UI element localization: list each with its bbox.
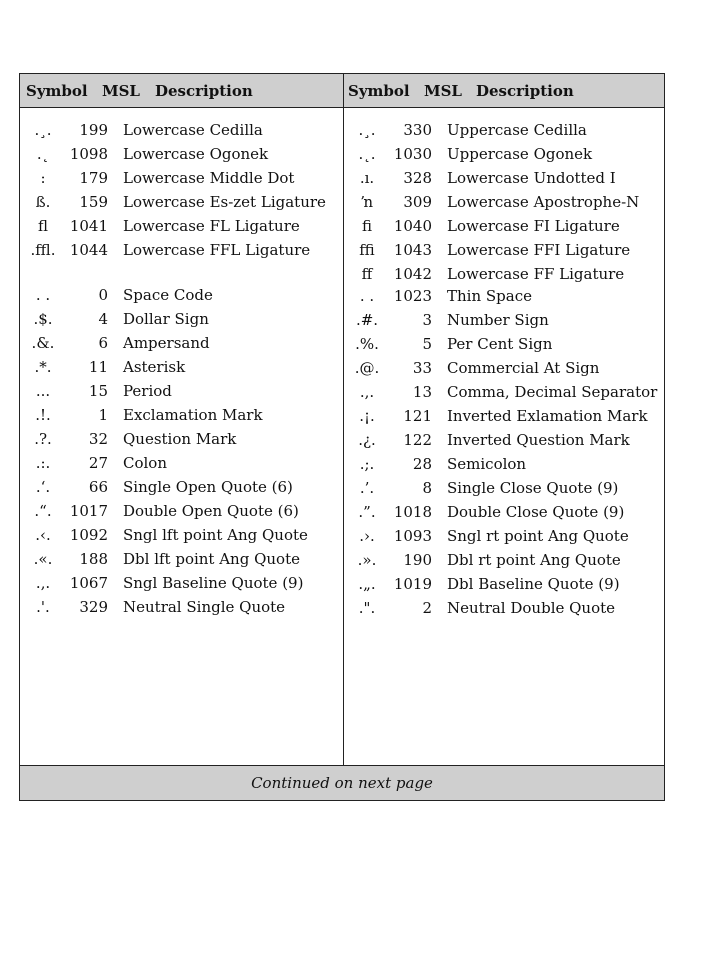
msl-code: 1067	[69, 574, 108, 592]
symbol-glyph: .’.	[359, 479, 375, 497]
symbol-glyph: .!.	[35, 406, 51, 424]
table-row	[352, 217, 662, 239]
symbol-description: Sngl rt point Ang Quote	[447, 527, 629, 545]
msl-code: 2	[422, 599, 432, 617]
table-row	[28, 598, 338, 620]
symbol-description: Dbl Baseline Quote (9)	[447, 575, 620, 593]
header-description-right: Description	[476, 82, 574, 100]
symbol-table	[19, 73, 665, 801]
table-row	[352, 265, 662, 287]
msl-code: 1092	[69, 526, 108, 544]
table-footer	[20, 765, 664, 800]
symbol-description: Lowercase Cedilla	[123, 121, 263, 139]
msl-code: 1023	[393, 287, 432, 305]
table-row	[352, 479, 662, 501]
msl-code: 15	[88, 382, 108, 400]
msl-code: 188	[79, 550, 108, 568]
msl-code: 1044	[69, 241, 108, 259]
table-row	[28, 310, 338, 332]
table-row	[352, 359, 662, 381]
symbol-description: Lowercase Undotted I	[447, 169, 616, 187]
table-row	[28, 217, 338, 239]
table-row	[28, 502, 338, 524]
symbol-description: Space Code	[123, 286, 213, 304]
table-row	[28, 358, 338, 380]
table-row	[28, 454, 338, 476]
symbol-description: Single Close Quote (9)	[447, 479, 619, 497]
symbol-glyph: .¡.	[359, 407, 375, 425]
symbol-description: Thin Space	[447, 287, 532, 305]
msl-code: 159	[79, 193, 108, 211]
symbol-glyph: .*.	[34, 358, 52, 376]
symbol-description: Number Sign	[447, 311, 549, 329]
symbol-description: Single Open Quote (6)	[123, 478, 293, 496]
table-row	[28, 382, 338, 404]
msl-code: 1019	[393, 575, 432, 593]
table-header	[20, 74, 664, 108]
table-row	[352, 431, 662, 453]
symbol-description: Sngl lft point Ang Quote	[123, 526, 308, 544]
msl-code: 0	[98, 286, 108, 304]
msl-code: 121	[403, 407, 432, 425]
msl-code: 11	[88, 358, 108, 376]
symbol-description: Semicolon	[447, 455, 527, 473]
symbol-description: Question Mark	[123, 430, 237, 448]
symbol-description: Lowercase FI Ligature	[447, 217, 620, 235]
symbol-glyph: ﬂ	[37, 217, 48, 235]
msl-code: 32	[88, 430, 108, 448]
symbol-glyph: .”.	[358, 503, 376, 521]
table-row	[28, 430, 338, 452]
table-row	[352, 551, 662, 573]
table-row	[352, 599, 662, 621]
symbol-glyph: .‘.	[35, 478, 51, 496]
msl-code: 13	[412, 383, 432, 401]
symbol-description: Lowercase FL Ligature	[123, 217, 300, 235]
column-divider	[343, 74, 344, 767]
symbol-description: Per Cent Sign	[447, 335, 553, 353]
msl-code: 3	[422, 311, 432, 329]
symbol-glyph: .$.	[33, 310, 53, 328]
symbol-description: Neutral Double Quote	[447, 599, 616, 617]
symbol-description: Dbl rt point Ang Quote	[447, 551, 621, 569]
table-row	[28, 550, 338, 572]
symbol-glyph: .@.	[354, 359, 380, 377]
symbol-description: Inverted Question Mark	[447, 431, 630, 449]
symbol-description: Period	[123, 382, 172, 400]
symbol-description: Ampersand	[123, 334, 210, 352]
table-row	[352, 455, 662, 477]
table-row	[352, 121, 662, 143]
table-row	[28, 478, 338, 500]
msl-code: 329	[79, 598, 108, 616]
msl-code: 4	[98, 310, 108, 328]
table-row	[352, 335, 662, 357]
symbol-description: Lowercase Apostrophe-N	[447, 193, 640, 211]
table-row	[28, 286, 338, 308]
header-msl-right: MSL	[424, 82, 462, 100]
symbol-description: Lowercase FFI Ligature	[447, 241, 631, 259]
symbol-glyph: ...	[35, 382, 51, 400]
symbol-glyph: .‹.	[35, 526, 51, 544]
table-row	[352, 503, 662, 525]
symbol-description: Dbl lft point Ang Quote	[123, 550, 300, 568]
symbol-glyph: .¸.	[358, 121, 376, 139]
symbol-description: Lowercase Es-zet Ligature	[123, 193, 326, 211]
table-row	[352, 383, 662, 405]
symbol-description: Lowercase Ogonek	[123, 145, 269, 163]
msl-code: 1098	[69, 145, 108, 163]
symbol-description: Exclamation Mark	[123, 406, 263, 424]
symbol-glyph: .“.	[34, 502, 52, 520]
symbol-glyph: ﬁ	[361, 217, 372, 235]
msl-code: 1	[98, 406, 108, 424]
symbol-glyph: .¸.	[34, 121, 52, 139]
symbol-glyph: ß.	[35, 193, 51, 211]
header-symbol-right: Symbol	[348, 82, 410, 100]
table-row	[28, 145, 338, 167]
msl-code: 27	[88, 454, 108, 472]
symbol-description: Lowercase FF Ligature	[447, 265, 625, 283]
table-row	[352, 311, 662, 333]
msl-code: 5	[422, 335, 432, 353]
symbol-glyph: .;.	[359, 455, 375, 473]
msl-code: 122	[403, 431, 432, 449]
symbol-glyph: .?.	[34, 430, 52, 448]
msl-code: 1040	[393, 217, 432, 235]
msl-code: 1017	[69, 502, 108, 520]
symbol-glyph: .".	[358, 599, 376, 617]
symbol-description: Colon	[123, 454, 167, 472]
symbol-glyph: .,.	[359, 383, 375, 401]
table-row	[352, 169, 662, 191]
header-description-left: Description	[155, 82, 253, 100]
symbol-description: Double Open Quote (6)	[123, 502, 299, 520]
symbol-glyph: .%.	[355, 335, 379, 353]
msl-code: 1043	[393, 241, 432, 259]
msl-code: 6	[98, 334, 108, 352]
table-row	[352, 287, 662, 309]
symbol-description: Uppercase Cedilla	[447, 121, 587, 139]
msl-code: 1093	[393, 527, 432, 545]
table-row	[352, 575, 662, 597]
table-row	[352, 241, 662, 263]
table-row	[28, 121, 338, 143]
symbol-description: Lowercase FFL Ligature	[123, 241, 311, 259]
symbol-description: Commercial At Sign	[447, 359, 600, 377]
msl-code: 8	[422, 479, 432, 497]
symbol-glyph: ﬃ	[359, 241, 375, 259]
msl-code: 190	[403, 551, 432, 569]
table-row	[28, 406, 338, 428]
table-row	[352, 407, 662, 429]
msl-code: 309	[403, 193, 432, 211]
msl-code: 28	[412, 455, 432, 473]
symbol-description: Dollar Sign	[123, 310, 209, 328]
symbol-glyph: .'.	[36, 598, 50, 616]
msl-code: 330	[403, 121, 432, 139]
symbol-glyph: ﬀ	[361, 265, 373, 283]
symbol-glyph: :	[40, 169, 46, 187]
symbol-glyph: .ı.	[359, 169, 375, 187]
symbol-glyph: .›.	[359, 527, 375, 545]
table-row	[28, 334, 338, 356]
symbol-description: Double Close Quote (9)	[447, 503, 625, 521]
msl-code: 33	[412, 359, 432, 377]
table-row	[28, 526, 338, 548]
table-row	[28, 241, 338, 263]
symbol-description: Comma, Decimal Separator	[447, 383, 658, 401]
table-row	[28, 193, 338, 215]
table-row	[352, 145, 662, 167]
symbol-glyph: .:.	[35, 454, 51, 472]
msl-code: 66	[88, 478, 108, 496]
symbol-description: Inverted Exlamation Mark	[447, 407, 648, 425]
symbol-glyph: .».	[357, 551, 377, 569]
symbol-glyph: .#.	[355, 311, 379, 329]
table-row	[352, 193, 662, 215]
symbol-description: Neutral Single Quote	[123, 598, 286, 616]
msl-code: 1030	[393, 145, 432, 163]
symbol-glyph: .¿.	[358, 431, 376, 449]
msl-code: 1042	[393, 265, 432, 283]
symbol-glyph: .«.	[33, 550, 53, 568]
symbol-glyph: .ﬄ.	[30, 241, 56, 259]
continued-note: Continued on next page	[251, 774, 433, 792]
header-msl-left: MSL	[102, 82, 140, 100]
symbol-glyph: .&.	[31, 334, 55, 352]
table-row	[28, 169, 338, 191]
symbol-glyph: .˛	[36, 145, 50, 163]
symbol-description: Sngl Baseline Quote (9)	[123, 574, 304, 592]
table-row	[352, 527, 662, 549]
msl-code: 1018	[393, 503, 432, 521]
symbol-description: Asterisk	[123, 358, 186, 376]
msl-code: 199	[79, 121, 108, 139]
symbol-glyph: .˛.	[358, 145, 376, 163]
table-row	[28, 574, 338, 596]
header-symbol-left: Symbol	[26, 82, 88, 100]
symbol-glyph: ŉ	[360, 193, 374, 211]
symbol-glyph: . .	[359, 287, 375, 305]
symbol-description: Lowercase Middle Dot	[123, 169, 295, 187]
msl-code: 328	[403, 169, 432, 187]
symbol-glyph: .„.	[358, 575, 376, 593]
symbol-glyph: .‚.	[35, 574, 51, 592]
symbol-description: Uppercase Ogonek	[447, 145, 593, 163]
msl-code: 1041	[69, 217, 108, 235]
msl-code: 179	[79, 169, 108, 187]
symbol-glyph: . .	[35, 286, 51, 304]
